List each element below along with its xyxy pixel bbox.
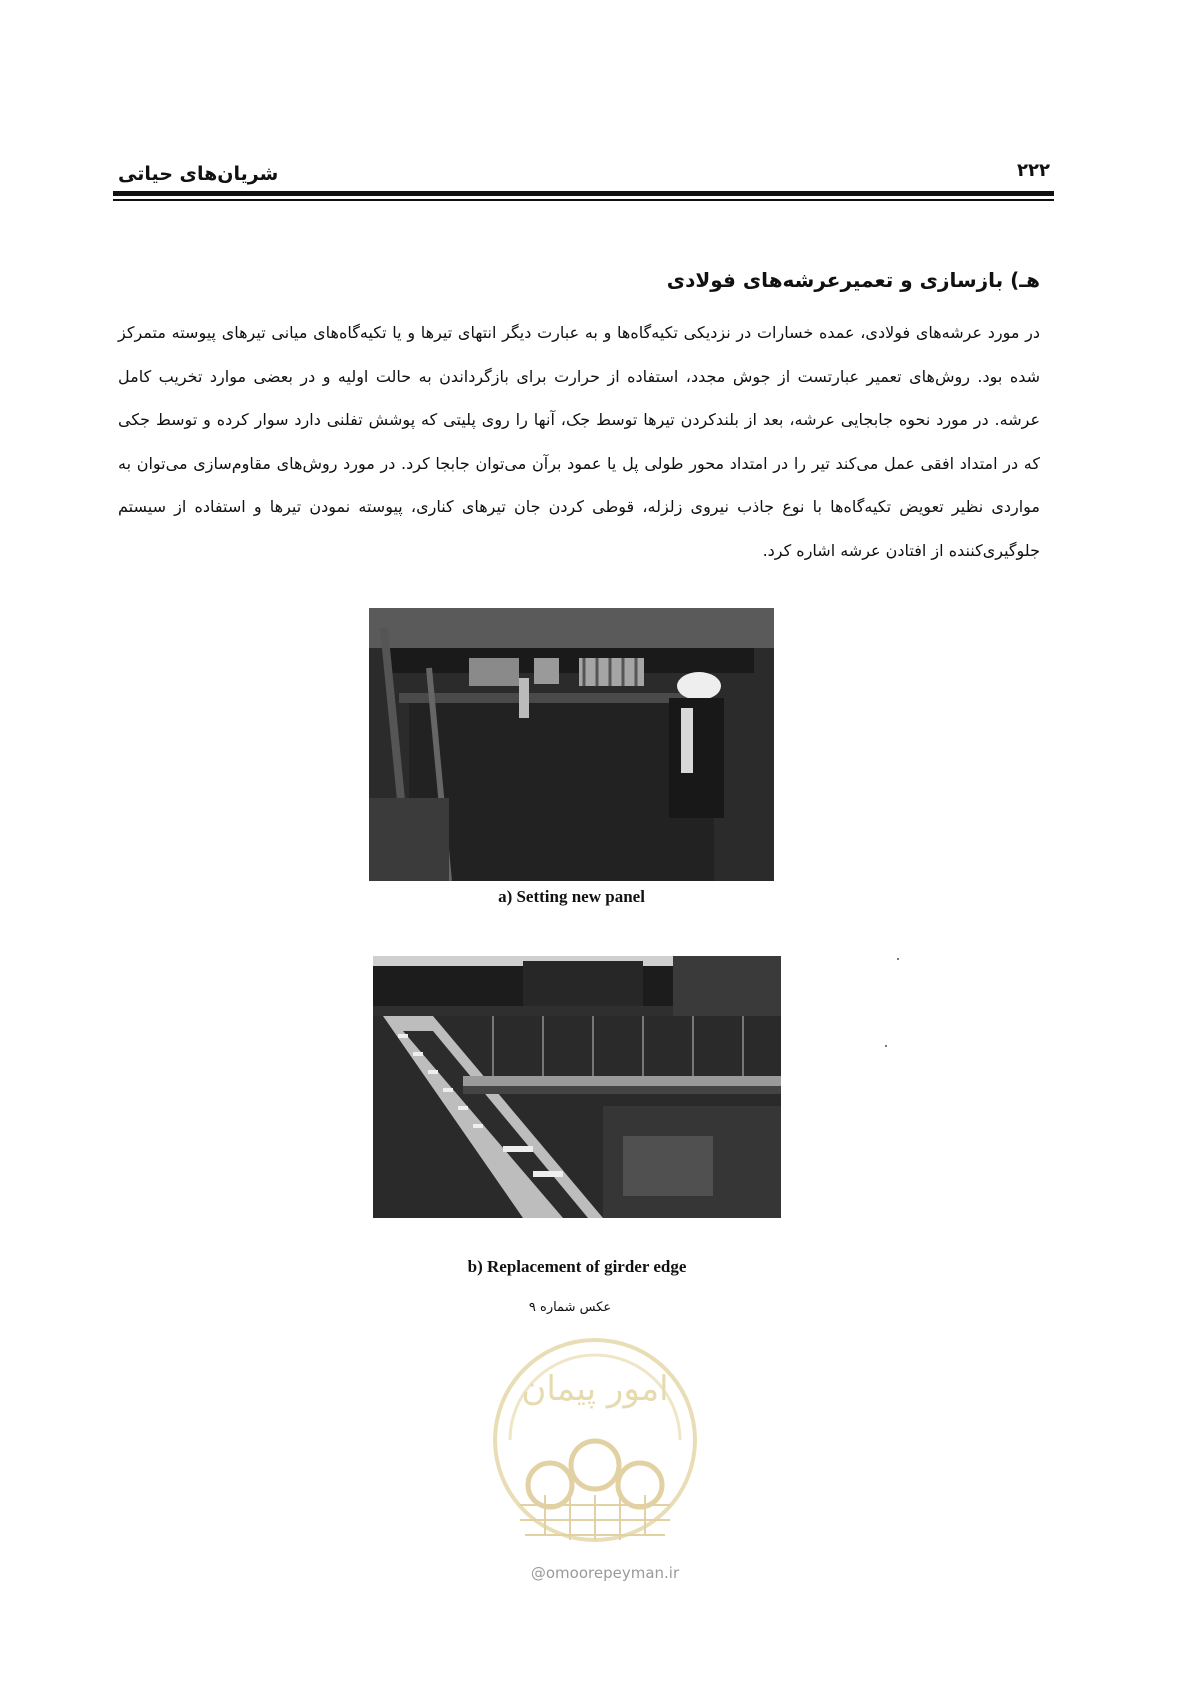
photo-setting-new-panel — [369, 608, 774, 881]
watermark-url: @omoorepeyman.ir — [530, 1564, 680, 1582]
header-rule-thin — [113, 199, 1054, 201]
watermark-logo — [490, 1330, 700, 1585]
watermark-seal-icon — [490, 1330, 700, 1585]
page-number: ۲۲۲ — [1017, 160, 1050, 181]
header-rule-thick — [113, 191, 1054, 196]
figure-label: عکس شماره ۹ — [528, 1300, 612, 1315]
body-paragraph: در مورد عرشه‌های فولادی، عمده خسارات در نزدیکی تکیه‌گاه‌ها و به عبارت دیگر انتهای تیرها و یا تکیه‌گاه‌های میانی تیرهای پیوسته متمرکز شده بود. روش‌های تعمیر عبارتست از جوش مجدد، استفاده از حرارت برای بازگرداندن به حالت اولیه و در بعضی موارد تخریب کامل عرشه. در مورد نحوه جابجایی عرشه، بعد از بلندکردن تیرها توسط جک، آنها را روی پلیتی که پوشش تفلنی دارد سوار کرده و توسط جکی که در امتداد افقی عمل می‌کند تیر را در امتداد محور طولی پل یا عمود برآن می‌توان جابجا کرد. در مورد روش‌های مقاوم‌سازی می‌توان به مواردی نظیر تعویض تکیه‌گاه‌ها با نوع جاذب نیروی زلزله، قوطی کردن جان تیرهای کناری، پیوسته نمودن تیرها و استفاده از سیستم جلوگیری‌کننده از افتادن عرشه اشاره کرد. — [118, 323, 1040, 560]
section-heading: هـ) بازسازی و تعمیرعرشه‌های فولادی — [666, 268, 1040, 292]
running-header-title: شریان‌های حیاتی — [118, 163, 279, 185]
photo-b-graphic — [373, 956, 781, 1218]
photo-girder-edge-replacement — [373, 956, 781, 1218]
scan-speck — [885, 1045, 887, 1047]
photo-b-caption: b) Replacement of girder edge — [467, 1257, 687, 1276]
scan-speck — [897, 958, 899, 960]
watermark-logo-text: امور پیمان — [521, 1369, 669, 1409]
photo-a-graphic — [369, 608, 774, 881]
photo-a-caption: a) Setting new panel — [498, 887, 645, 906]
